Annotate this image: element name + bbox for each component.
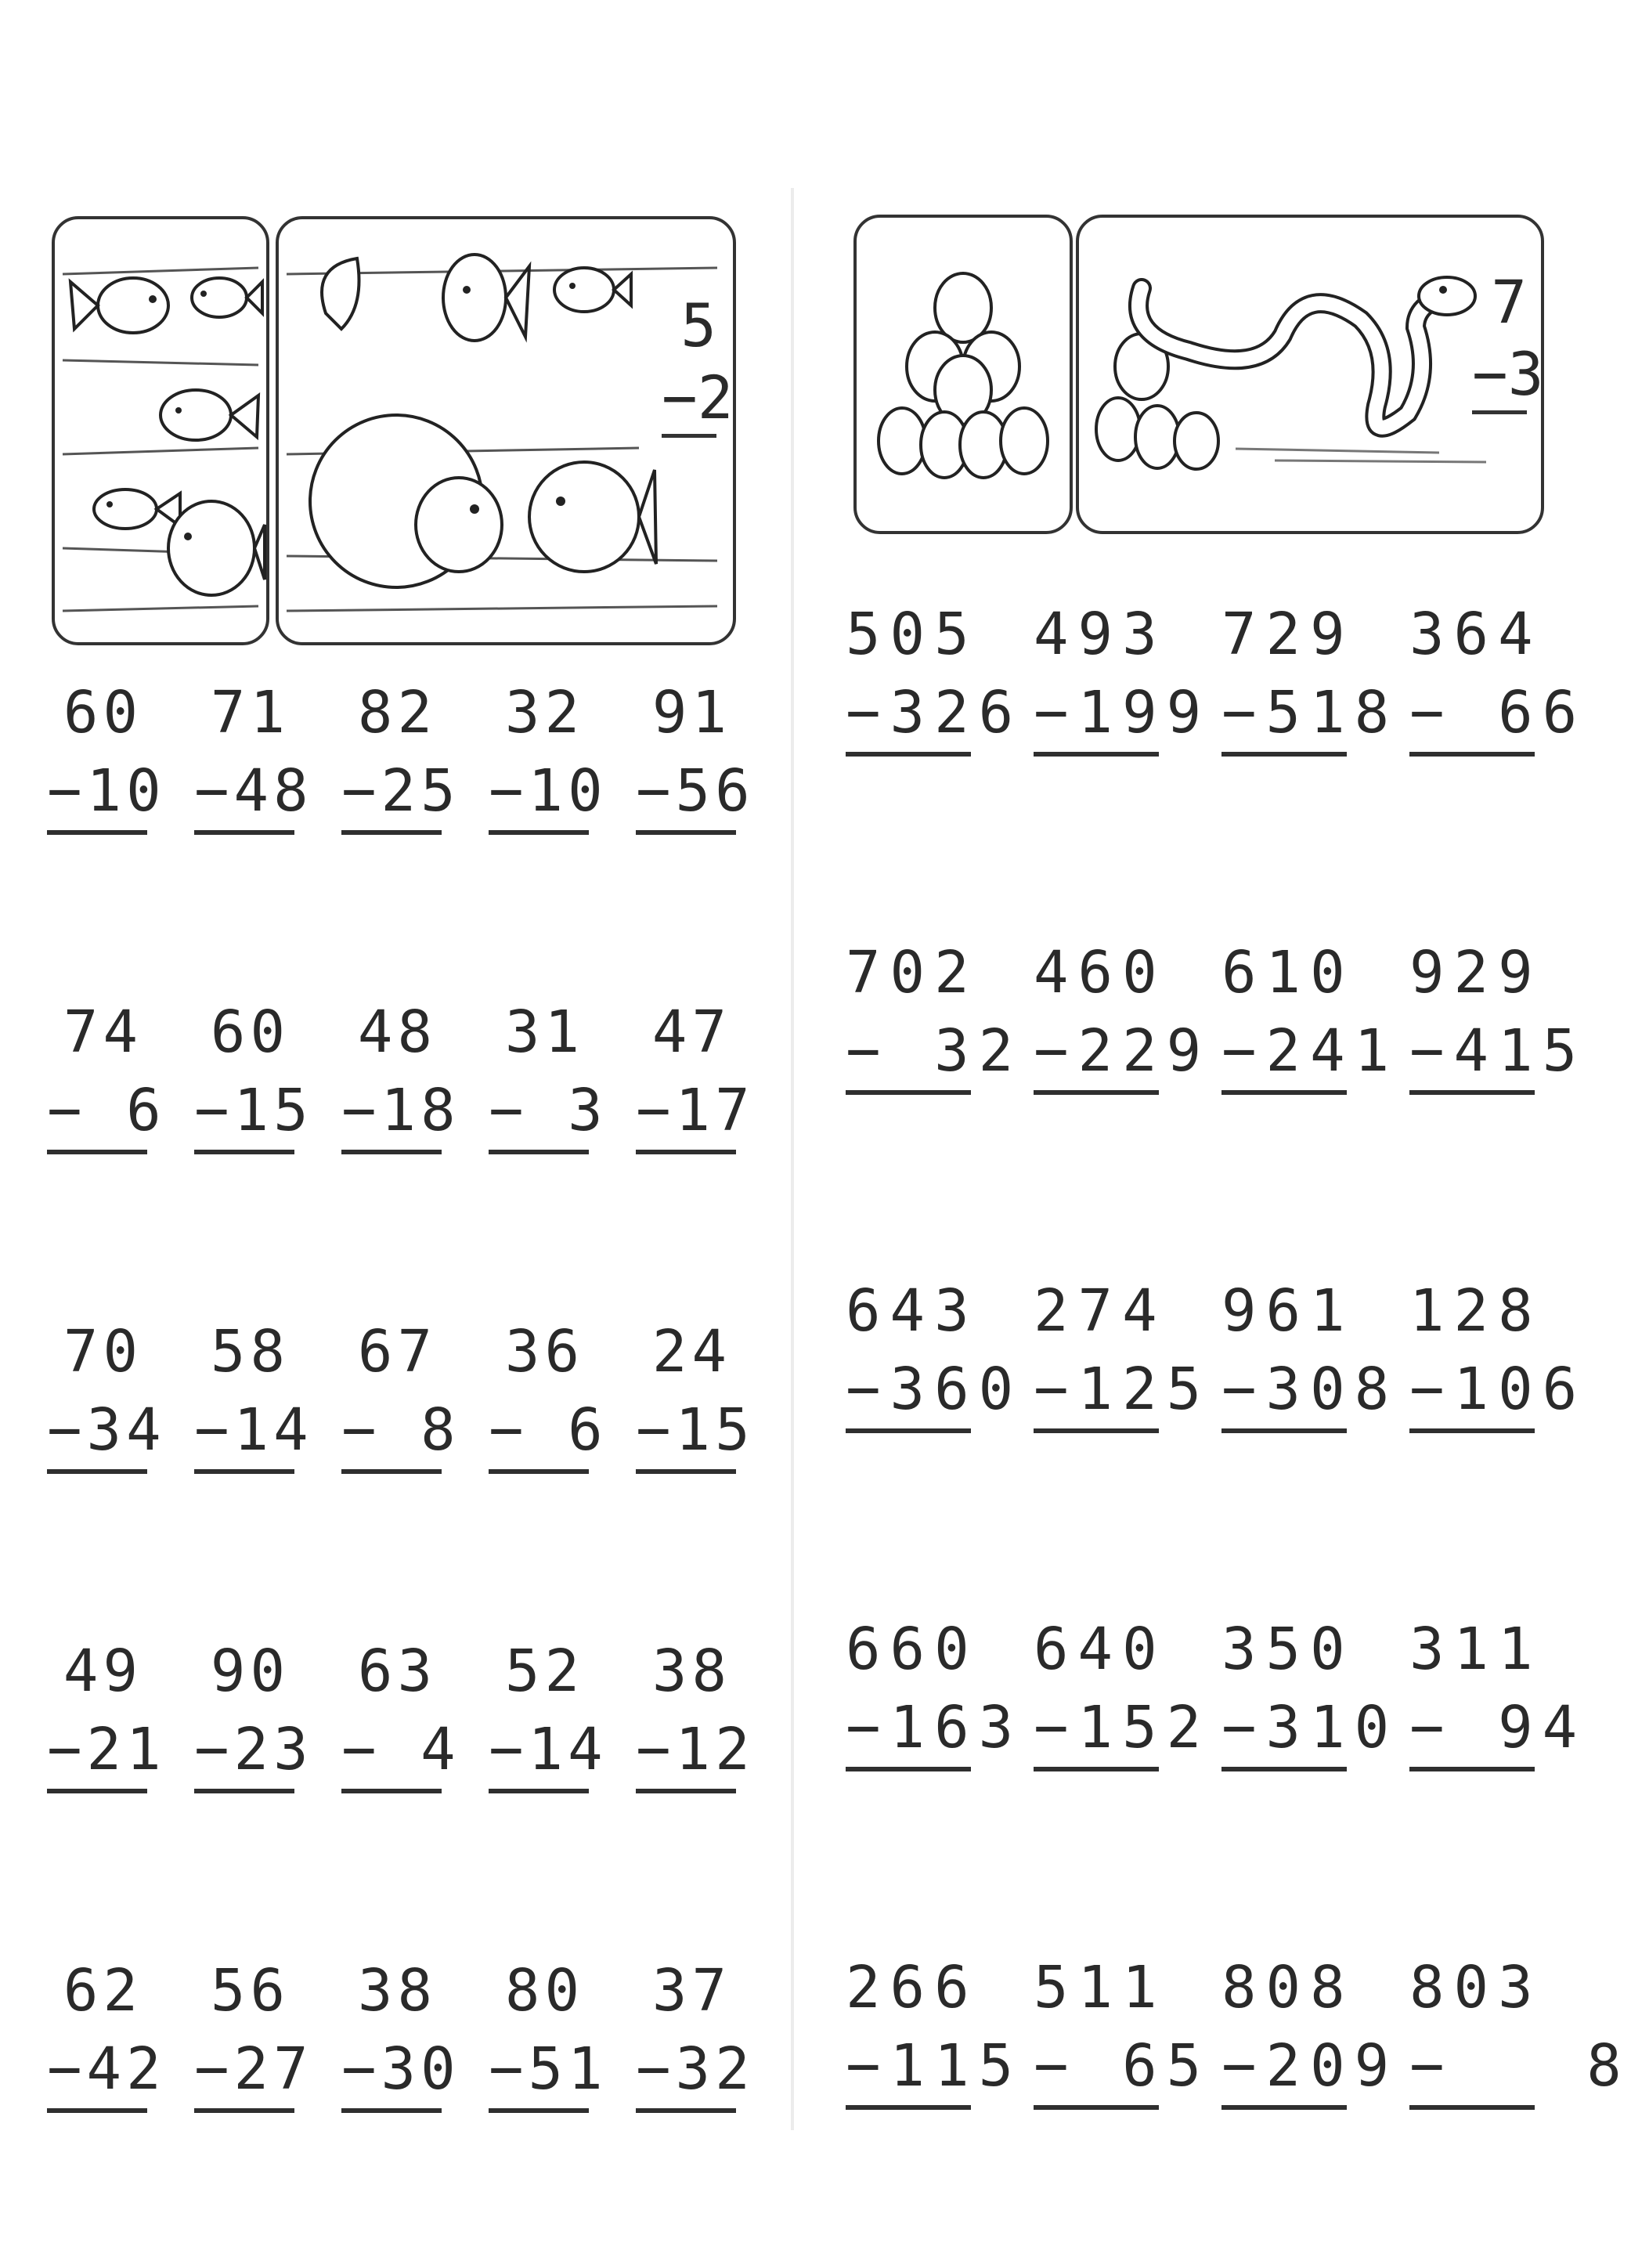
minuend: 660 [846,1616,979,1683]
subtrahend: − 6 [47,1071,147,1154]
subtrahend: − 94 [1409,1688,1535,1771]
subtraction-problem [341,674,460,835]
minuend: 128 [1409,1277,1543,1345]
minuend: 80 [504,1957,584,2024]
minuend: 49 [63,1638,143,1705]
subtraction-problem [1409,1610,1587,1771]
subtraction-problem [1034,1272,1211,1433]
subtrahend: −34 [47,1391,147,1474]
subtrahend: − 8 [341,1391,442,1474]
subtraction-problem [47,1632,166,1793]
subtraction-problem [1034,1948,1211,2110]
right-problem-grid [846,595,1631,2110]
minuend: 24 [651,1318,731,1385]
right-example-bottom: −3 [1472,338,1527,414]
subtrahend: −51 [489,2030,589,2113]
minuend: 31 [504,999,584,1066]
subtraction-problem [1221,1272,1399,1433]
subtraction-problem [194,1632,313,1793]
subtraction-problem [194,1313,313,1474]
subtraction-problem [489,674,608,835]
subtraction-problem [1221,1948,1399,2110]
subtrahend: −21 [47,1710,147,1793]
subtraction-problem [1409,595,1587,757]
fish-icon [55,219,266,642]
subtrahend: −25 [341,752,442,835]
subtraction-problem [846,595,1023,757]
left-example-top: 5 [680,291,716,360]
minuend: 82 [357,679,437,746]
minuend: 36 [504,1318,584,1385]
minuend: 729 [1221,601,1355,668]
minuend: 70 [63,1318,143,1385]
subtraction-problem [846,934,1023,1095]
eggs-illustration [853,215,1073,534]
subtrahend: −10 [489,752,589,835]
subtraction-problem [636,1313,755,1474]
minuend: 91 [651,679,731,746]
subtraction-problem [194,1952,313,2113]
minuend: 511 [1034,1954,1167,2021]
minuend: 60 [210,999,290,1066]
subtrahend: −310 [1221,1688,1347,1771]
subtrahend: −17 [636,1071,736,1154]
subtraction-problem [489,1632,608,1793]
subtraction-problem [341,1952,460,2113]
fish-small-illustration [52,216,269,645]
subtrahend: −30 [341,2030,442,2113]
subtraction-problem [1034,934,1211,1095]
subtraction-problem [1221,1610,1399,1771]
minuend: 48 [357,999,437,1066]
subtrahend: −27 [194,2030,294,2113]
right-example [1472,266,1544,414]
minuend: 62 [63,1957,143,2024]
subtrahend: −32 [636,2030,736,2113]
subtrahend: − 4 [341,1710,442,1793]
subtraction-problem [47,1952,166,2113]
minuend: 505 [846,601,979,668]
subtrahend: − 6 [489,1391,589,1474]
minuend: 32 [504,679,584,746]
minuend: 38 [651,1638,731,1705]
subtraction-problem [489,1952,608,2113]
subtrahend: −229 [1034,1012,1159,1095]
right-example-top: 7 [1491,267,1527,337]
subtrahend: −308 [1221,1350,1347,1433]
minuend: 364 [1409,601,1543,668]
minuend: 52 [504,1638,584,1705]
subtrahend: −18 [341,1071,442,1154]
minuend: 803 [1409,1954,1543,2021]
subtraction-problem [636,1632,755,1793]
subtrahend: −12 [636,1710,736,1793]
subtraction-problem [341,1632,460,1793]
minuend: 58 [210,1318,290,1385]
subtraction-problem [194,674,313,835]
minuend: 808 [1221,1954,1355,2021]
minuend: 702 [846,939,979,1006]
subtraction-problem [1034,1610,1211,1771]
subtrahend: −518 [1221,674,1347,757]
subtrahend: −199 [1034,674,1159,757]
page-divider [791,188,794,2130]
minuend: 643 [846,1277,979,1345]
minuend: 929 [1409,939,1543,1006]
subtraction-problem [194,993,313,1154]
minuend: 67 [357,1318,437,1385]
minuend: 37 [651,1957,731,2024]
subtrahend: −241 [1221,1012,1347,1095]
minuend: 640 [1034,1616,1167,1683]
subtrahend: −115 [846,2027,971,2110]
minuend: 610 [1221,939,1355,1006]
subtraction-problem [1409,934,1587,1095]
subtrahend: − 8 [1409,2027,1535,2110]
subtrahend: −152 [1034,1688,1159,1771]
subtraction-problem [846,1948,1023,2110]
subtrahend: − 32 [846,1012,971,1095]
minuend: 56 [210,1957,290,2024]
minuend: 274 [1034,1277,1167,1345]
subtraction-problem [846,1272,1023,1433]
minuend: 961 [1221,1277,1355,1345]
minuend: 266 [846,1954,979,2021]
left-problem-grid [47,674,783,2113]
subtraction-problem [341,1313,460,1474]
minuend: 60 [63,679,143,746]
subtraction-problem [636,993,755,1154]
minuend: 71 [210,679,290,746]
subtraction-problem [47,1313,166,1474]
subtrahend: −360 [846,1350,971,1433]
subtrahend: −106 [1409,1350,1535,1433]
subtrahend: −48 [194,752,294,835]
subtrahend: − 65 [1034,2027,1159,2110]
subtraction-problem [341,993,460,1154]
eggs-icon [857,218,1070,531]
minuend: 90 [210,1638,290,1705]
subtrahend: −10 [47,752,147,835]
subtraction-problem [489,1313,608,1474]
subtraction-problem [846,1610,1023,1771]
subtrahend: −15 [636,1391,736,1474]
subtrahend: −56 [636,752,736,835]
left-example-bottom: −2 [662,362,716,438]
subtraction-problem [1221,595,1399,757]
subtrahend: −415 [1409,1012,1535,1095]
minuend: 311 [1409,1616,1543,1683]
subtrahend: −14 [489,1710,589,1793]
minuend: 38 [357,1957,437,2024]
subtraction-problem [1409,1272,1587,1433]
subtrahend: −42 [47,2030,147,2113]
subtraction-problem [1221,934,1399,1095]
subtrahend: −209 [1221,2027,1347,2110]
minuend: 63 [357,1638,437,1705]
minuend: 74 [63,999,143,1066]
subtrahend: −163 [846,1688,971,1771]
subtraction-problem [1409,1948,1631,2110]
subtraction-problem [47,993,166,1154]
subtrahend: −125 [1034,1350,1159,1433]
subtraction-problem [47,674,166,835]
subtrahend: −23 [194,1710,294,1793]
left-example [662,290,734,438]
minuend: 460 [1034,939,1167,1006]
minuend: 350 [1221,1616,1355,1683]
subtrahend: − 3 [489,1071,589,1154]
subtraction-problem [636,1952,755,2113]
subtrahend: −326 [846,674,971,757]
minuend: 47 [651,999,731,1066]
subtraction-problem [489,993,608,1154]
minuend: 493 [1034,601,1167,668]
subtraction-problem [1034,595,1211,757]
subtrahend: − 66 [1409,674,1535,757]
subtrahend: −15 [194,1071,294,1154]
subtrahend: −14 [194,1391,294,1474]
subtraction-problem [636,674,755,835]
